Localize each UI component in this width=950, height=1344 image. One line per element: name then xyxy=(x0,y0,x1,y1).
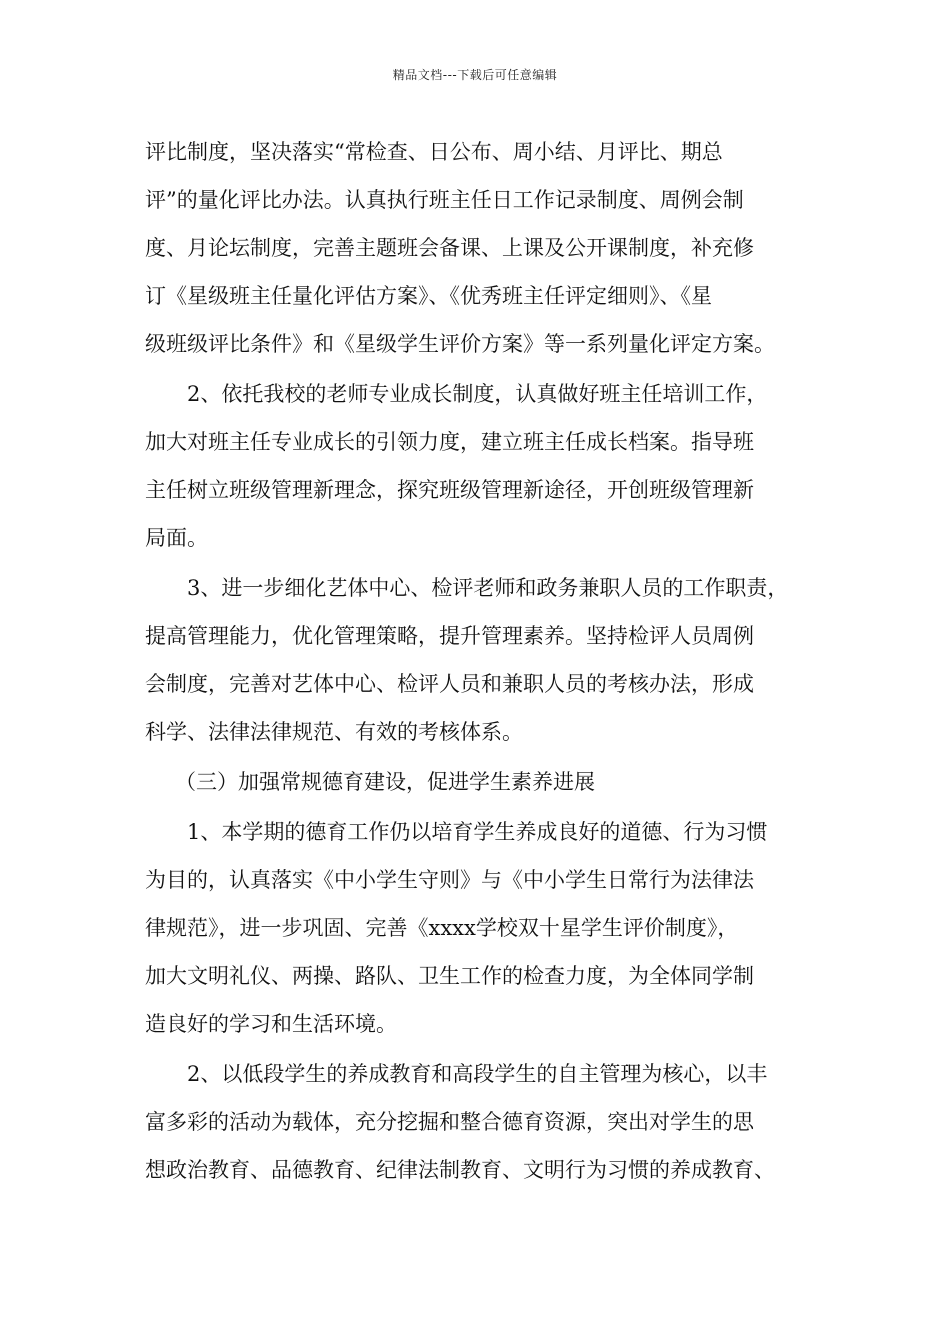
paragraph-line: 1、本学期的德育工作仍以培育学生养成良好的道德、行为习惯 xyxy=(187,820,768,844)
paragraph-line: 2、依托我校的老师专业成长制度，认真做好班主任培训工作， xyxy=(187,382,768,406)
paragraph-line: 订《星级班主任量化评估方案》、《优秀班主任评定细则》、《星 xyxy=(145,284,712,308)
paragraph-line: 造良好的学习和生活环境。 xyxy=(145,1012,397,1036)
paragraph-line: 加大对班主任专业成长的引领力度，建立班主任成长档案。指导班 xyxy=(145,430,754,454)
paragraph-line: 为目的，认真落实《中小学生守则》与《中小学生日常行为法律法 xyxy=(145,868,754,892)
paragraph-line: 加大文明礼仪、两操、路队、卫生工作的检查力度，为全体同学制 xyxy=(145,964,754,988)
paragraph-line: 想政治教育、品德教育、纪律法制教育、文明行为习惯的养成教育、 xyxy=(145,1158,775,1182)
paragraph-line: 度、月论坛制度，完善主题班会备课、上课及公开课制度，补充修 xyxy=(145,236,754,260)
section-heading: （三）加强常规德育建设，促进学生素养进展 xyxy=(175,770,595,794)
paragraph-line: 3、进一步细化艺体中心、检评老师和政务兼职人员的工作职责， xyxy=(187,576,789,600)
paragraph-line: 主任树立班级管理新理念，探究班级管理新途径，开创班级管理新 xyxy=(145,478,754,502)
page-header: 精品文档---下载后可任意编辑 xyxy=(392,68,558,82)
paragraph-line: 律规范》，进一步巩固、完善《xxxx学校双十星学生评价制度》， xyxy=(145,916,739,940)
paragraph-line: 级班级评比条件》和《星级学生评价方案》等一系列量化评定方案。 xyxy=(145,332,775,356)
paragraph-line: 局面。 xyxy=(145,526,208,550)
paragraph-line: 评”的量化评比办法。认真执行班主任日工作记录制度、周例会制 xyxy=(145,188,744,212)
paragraph-line: 2、以低段学生的养成教育和高段学生的自主管理为核心，以丰 xyxy=(187,1062,768,1086)
document-body xyxy=(145,128,825,1194)
paragraph-line: 科学、法律法律规范、有效的考核体系。 xyxy=(145,720,523,744)
paragraph-line: 评比制度，坚决落实“常检查、日公布、周小结、月评比、期总 xyxy=(145,140,723,164)
paragraph-line: 会制度，完善对艺体中心、检评人员和兼职人员的考核办法，形成 xyxy=(145,672,754,696)
paragraph-line: 提高管理能力，优化管理策略，提升管理素养。坚持检评人员周例 xyxy=(145,624,754,648)
paragraph-line: 富多彩的活动为载体，充分挖掘和整合德育资源，突出对学生的思 xyxy=(145,1110,754,1134)
